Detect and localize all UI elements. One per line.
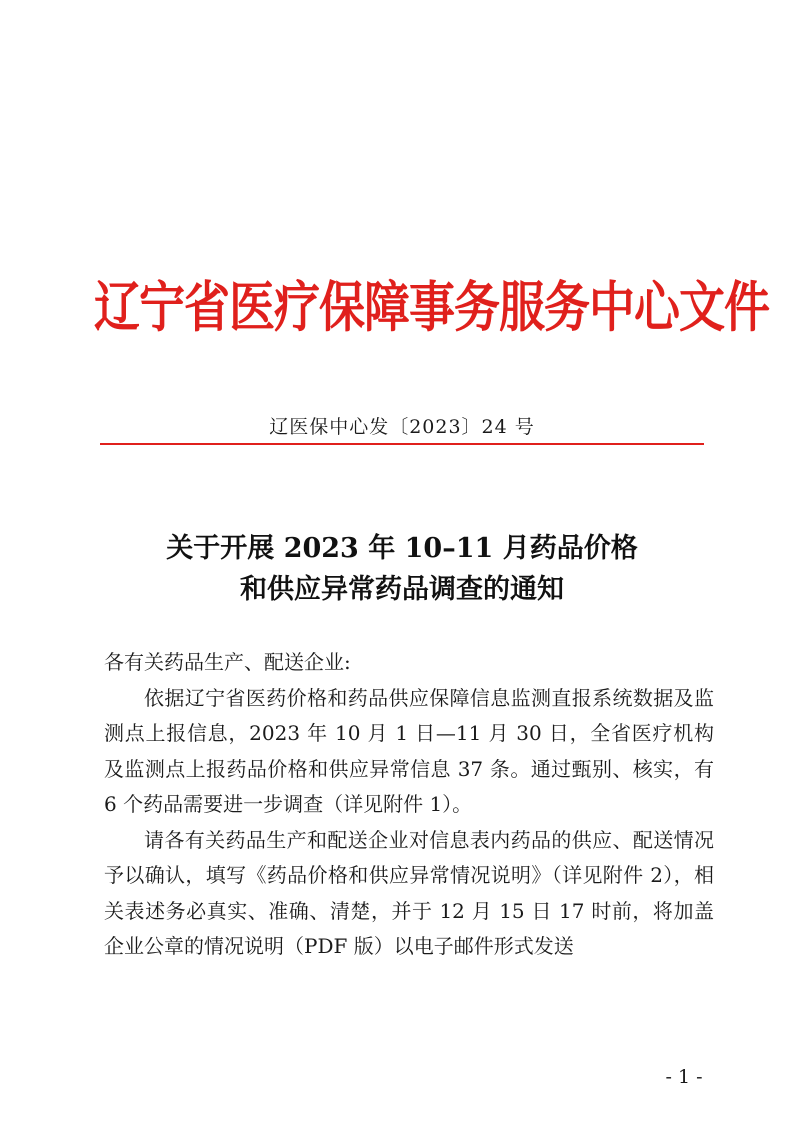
notice-body — [104, 645, 714, 965]
document-number: 辽医保中心发〔2023〕24 号 — [269, 416, 535, 438]
salutation: 各有关药品生产、配送企业: — [104, 650, 351, 674]
body-paragraph-1: 依据辽宁省医药价格和药品供应保障信息监测直报系统数据及监测点上报信息，2023 年 10 月 1 日—11 月 30 日，全省医疗机构及监测点上报药品价格和供应异常信息 37 条。通过甄别、核实，有 6 个药品需要进一步调查（详见附件 1）。 — [104, 685, 714, 816]
notice-title-line-2: 和供应异常药品调查的通知 — [240, 574, 564, 605]
body-paragraph-2: 请各有关药品生产和配送企业对信息表内药品的供应、配送情况予以确认，填写《药品价格和供应异常情况说明》（详见附件 2），相关表述务必真实、准确、清楚，并于 12 月 15 日 17 时前，将加盖企业公章的情况说明（PDF 版）以电子邮件形式发送 — [104, 827, 714, 958]
issuing-authority-header: 辽宁省医疗保障事务服务中心文件 — [94, 275, 769, 339]
notice-title-line-1: 关于开展 2023 年 10–11 月药品价格 — [166, 533, 638, 564]
red-separator-line — [100, 443, 704, 445]
page-number: - 1 - — [665, 1066, 703, 1088]
notice-title — [100, 528, 704, 610]
